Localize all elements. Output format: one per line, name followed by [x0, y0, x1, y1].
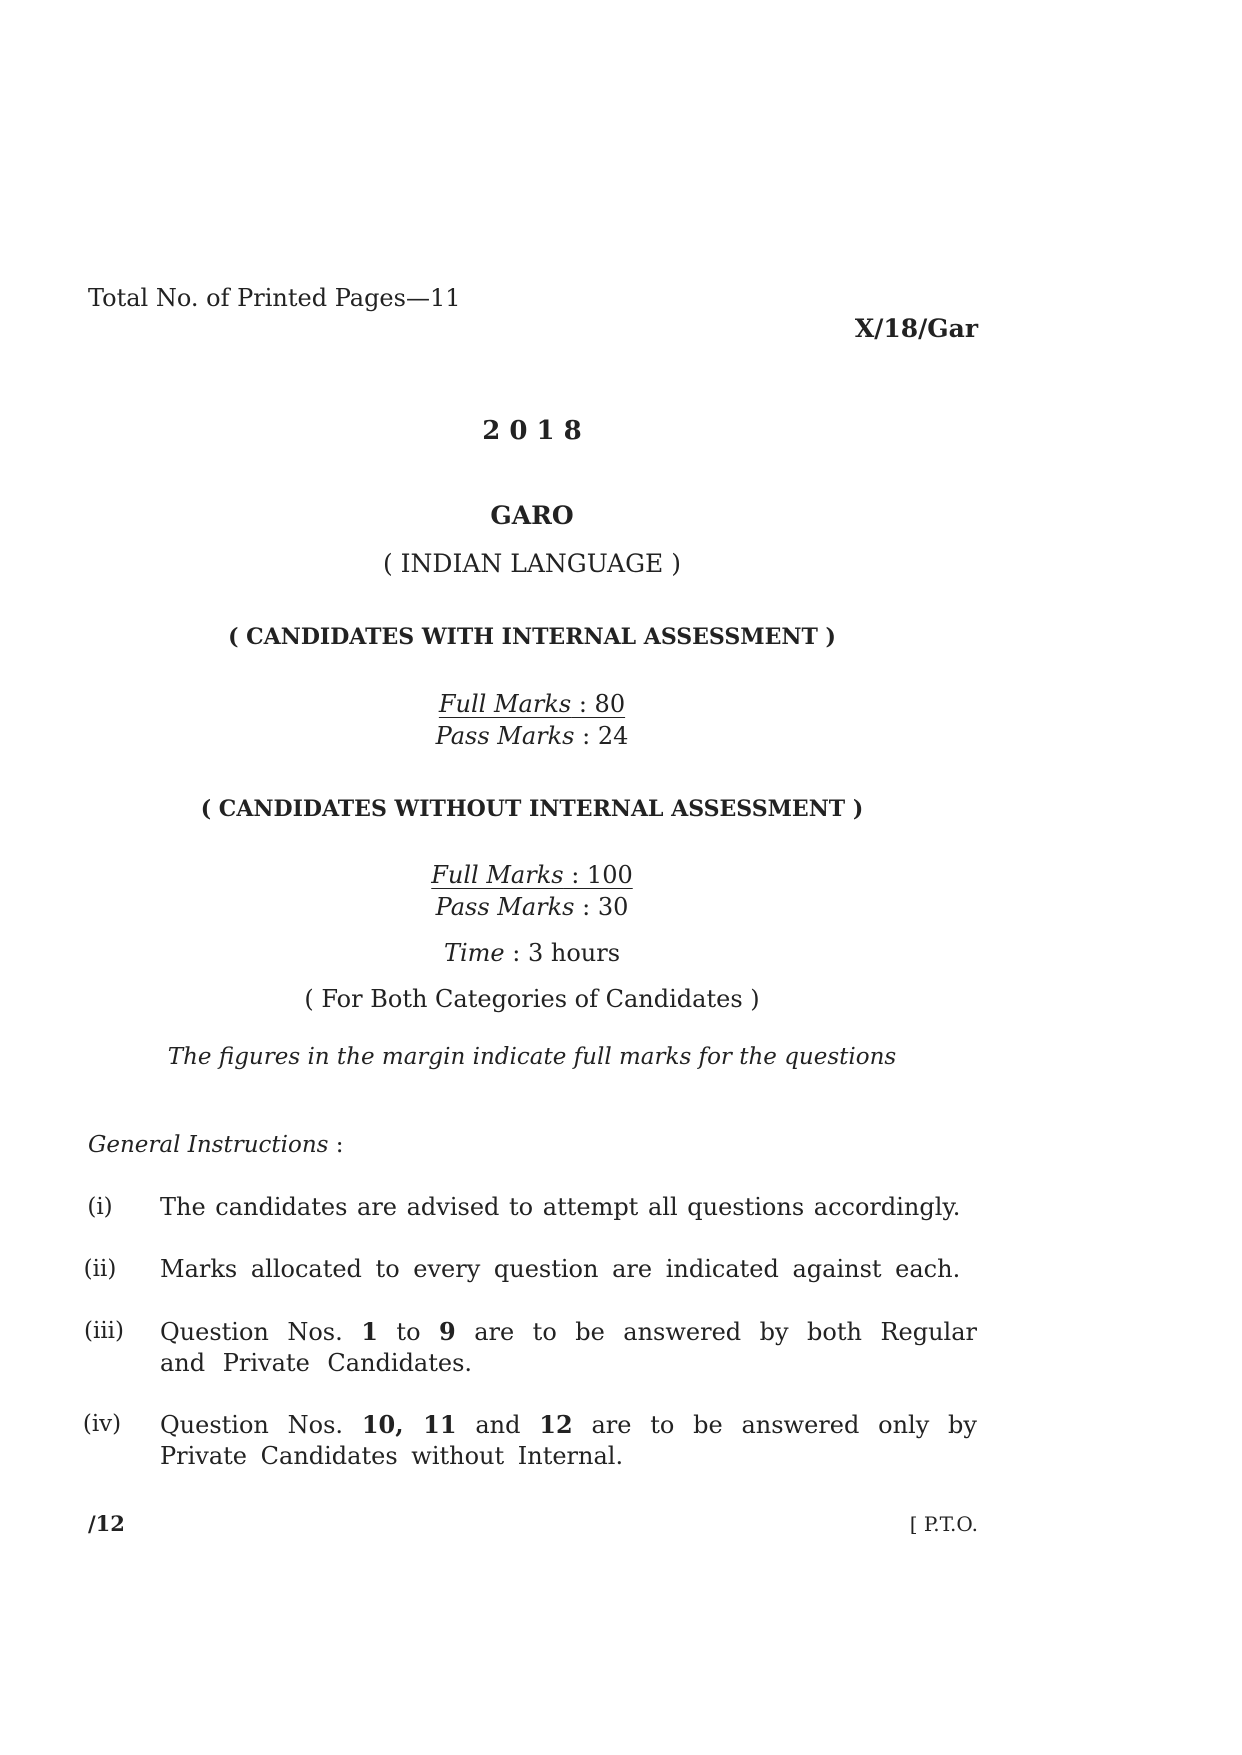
- instruction-text-part: and: [456, 1411, 540, 1439]
- with-ia-full-marks-value: : 80: [571, 690, 626, 718]
- total-pages: Total No. of Printed Pages—11: [88, 284, 461, 312]
- year: 2 0 1 8: [482, 416, 582, 446]
- time-label: Time: [443, 939, 505, 967]
- instruction-text-part: are to be answered only by Private Candidates without Internal.: [160, 1411, 977, 1470]
- question-number: 9: [439, 1317, 456, 1346]
- question-number: 1: [361, 1317, 378, 1346]
- instruction-text-part: Question Nos.: [160, 1411, 362, 1439]
- subject-category: ( INDIAN LANGUAGE ): [382, 549, 682, 578]
- time-value: : 3 hours: [504, 939, 621, 967]
- instruction-text-part: are to be answered by both Regular and Private Candidates.: [160, 1318, 977, 1377]
- instruction-number: (i): [87, 1194, 113, 1220]
- paper-code: X/18/Gar: [854, 314, 978, 343]
- instruction-text: The candidates are advised to attempt all questions accordingly.: [160, 1193, 961, 1221]
- instruction-number: (iv): [82, 1411, 122, 1437]
- with-ia-heading: ( CANDIDATES WITH INTERNAL ASSESSMENT ): [228, 624, 836, 650]
- question-number: 10, 11: [361, 1410, 457, 1439]
- without-ia-full-marks: [0, 859, 1064, 891]
- exam-time: [0, 937, 1064, 969]
- instruction-text: [160, 1316, 977, 1379]
- instruction-text: [160, 1409, 977, 1472]
- without-ia-full-marks-line: [431, 861, 632, 889]
- without-ia-full-marks-label: Full Marks: [431, 861, 564, 889]
- with-ia-full-marks: [0, 688, 1064, 720]
- with-ia-full-marks-label: Full Marks: [438, 690, 572, 718]
- footer-pto: [ P.T.O.: [909, 1512, 978, 1536]
- instructions-heading: [88, 1132, 344, 1158]
- instruction-text: Marks allocated to every question are indicated against each.: [160, 1255, 961, 1283]
- instruction-number: (ii): [83, 1256, 117, 1282]
- without-ia-heading: ( CANDIDATES WITHOUT INTERNAL ASSESSMENT ): [200, 796, 864, 822]
- instruction-number: (iii): [83, 1318, 124, 1344]
- instruction-text-part: Question Nos.: [160, 1318, 362, 1346]
- instruction-text-part: to: [377, 1318, 440, 1346]
- without-ia-pass-marks-value: : 30: [574, 893, 629, 921]
- instructions-heading-suffix: :: [328, 1132, 344, 1158]
- with-ia-pass-marks-value: : 24: [574, 722, 629, 750]
- footer-page-code: /12: [88, 1511, 125, 1536]
- with-ia-pass-marks: [0, 720, 1064, 752]
- question-number: 12: [539, 1410, 573, 1439]
- margin-marks-note: The figures in the margin indicate full marks for the questions: [167, 1044, 897, 1070]
- without-ia-pass-marks-label: Pass Marks: [435, 893, 575, 921]
- instructions-heading-label: General Instructions: [88, 1132, 329, 1158]
- without-ia-pass-marks: [0, 891, 1064, 923]
- both-categories-note: ( For Both Categories of Candidates ): [304, 985, 760, 1013]
- with-ia-full-marks-line: [439, 690, 625, 718]
- without-ia-full-marks-value: : 100: [563, 861, 633, 889]
- with-ia-pass-marks-label: Pass Marks: [435, 722, 575, 750]
- subject-title: GARO: [490, 501, 574, 530]
